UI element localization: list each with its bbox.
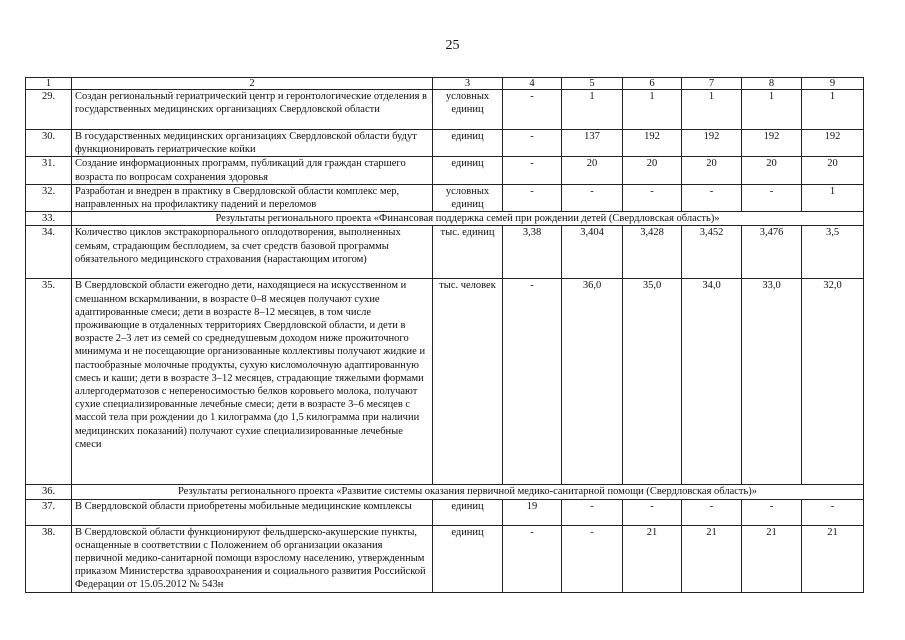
table-row: [26, 157, 864, 184]
table-row: [26, 525, 864, 592]
col-header: 3: [433, 78, 503, 90]
row-number: 30.: [26, 130, 72, 157]
value-cell: 3,38: [503, 226, 562, 279]
value-cell: -: [503, 279, 562, 485]
value-cell: -: [503, 157, 562, 184]
value-cell: 21: [682, 525, 742, 592]
value-cell: -: [623, 499, 682, 525]
value-cell: 192: [802, 130, 864, 157]
value-cell: 21: [742, 525, 802, 592]
row-number: 35.: [26, 279, 72, 485]
col-header: 8: [742, 78, 802, 90]
value-cell: -: [562, 184, 623, 211]
value-cell: 3,5: [802, 226, 864, 279]
value-cell: -: [682, 499, 742, 525]
value-cell: 20: [623, 157, 682, 184]
table-row: [26, 90, 864, 130]
value-cell: -: [562, 499, 623, 525]
unit-cell: единиц: [433, 525, 503, 592]
section-row: [26, 485, 864, 499]
col-header: 2: [72, 78, 433, 90]
unit-cell: единиц: [433, 130, 503, 157]
value-cell: 1: [562, 90, 623, 130]
col-header: 4: [503, 78, 562, 90]
value-cell: 1: [682, 90, 742, 130]
indicator-text: В государственных медицинских организациях Свердловской области будут функционировать гериатрические койки: [72, 130, 433, 157]
value-cell: 3,404: [562, 226, 623, 279]
value-cell: 192: [742, 130, 802, 157]
value-cell: 21: [802, 525, 864, 592]
indicator-text: В Свердловской области ежегодно дети, находящиеся на искусственном и смешанном вскармливании, в возрасте 0–8 месяцев получают сухие адаптированные смеси; дети в возрасте 8–12 месяцев, в том числе проживающие в отдаленных территориях Свердловской области, и дети в возрасте 2–3 лет из семей со среднедушевым доходом ниже прожиточного минимума и не посещающие организованные коллективы получают жидкие и пастообразные молочные продукты, сухую кисломолочную адаптированную смесь и каши; дети в возрасте 3–12 месяцев, страдающие тяжелыми формами аллергодерматозов с непереносимостью белков коровьего молока, получают сухие специализированные лечебные смеси; дети в возрасте 3–6 месяцев с массой тела при рождении до 1 килограмма (до 1,5 килограмма при наличии медицинских показаний) получают сухие специализированные лечебные смеси: [72, 279, 433, 485]
indicator-text: В Свердловской области функционируют фельдшерско-акушерские пункты, оснащенные в соответствии с Положением об организации оказания первичной медико-санитарной помощи взрослому населению, утвержденным приказом Министерства здравоохранения и социального развития Российской Федерации от 15.05.2012 № 543н: [72, 525, 433, 592]
value-cell: 34,0: [682, 279, 742, 485]
indicator-text: Создание информационных программ, публикаций для граждан старшего возраста по вопросам сохранения здоровья: [72, 157, 433, 184]
value-cell: 192: [623, 130, 682, 157]
row-number: 29.: [26, 90, 72, 130]
value-cell: 32,0: [802, 279, 864, 485]
value-cell: 19: [503, 499, 562, 525]
value-cell: -: [623, 184, 682, 211]
col-header: 6: [623, 78, 682, 90]
col-header: 5: [562, 78, 623, 90]
value-cell: 20: [742, 157, 802, 184]
unit-cell: тыс. человек: [433, 279, 503, 485]
row-number: 38.: [26, 525, 72, 592]
value-cell: 36,0: [562, 279, 623, 485]
value-cell: 137: [562, 130, 623, 157]
row-number: 33.: [26, 212, 72, 226]
unit-cell: условных единиц: [433, 90, 503, 130]
value-cell: -: [802, 499, 864, 525]
value-cell: 20: [682, 157, 742, 184]
indicator-text: Количество циклов экстракорпорального оплодотворения, выполненных семьям, страдающим бесплодием, за счет средств базовой программы обязательного медицинского страхования (нарастающим итогом): [72, 226, 433, 279]
value-cell: -: [742, 184, 802, 211]
value-cell: 1: [623, 90, 682, 130]
value-cell: 21: [623, 525, 682, 592]
row-number: 32.: [26, 184, 72, 211]
indicator-text: Создан региональный гериатрический центр и геронтологические отделения в государственных медицинских организациях Свердловской области: [72, 90, 433, 130]
value-cell: 20: [562, 157, 623, 184]
row-number: 37.: [26, 499, 72, 525]
indicators-table: [25, 77, 864, 593]
table-row: [26, 279, 864, 485]
value-cell: 35,0: [623, 279, 682, 485]
table-row: [26, 226, 864, 279]
value-cell: -: [682, 184, 742, 211]
value-cell: -: [503, 130, 562, 157]
table-row: [26, 499, 864, 525]
row-number: 34.: [26, 226, 72, 279]
row-number: 31.: [26, 157, 72, 184]
section-title: Результаты регионального проекта «Финансовая поддержка семей при рождении детей (Свердловская область)»: [72, 212, 864, 226]
table-row: [26, 184, 864, 211]
header-row: [26, 78, 864, 90]
value-cell: -: [742, 499, 802, 525]
col-header: 1: [26, 78, 72, 90]
section-row: [26, 212, 864, 226]
unit-cell: тыс. единиц: [433, 226, 503, 279]
table-row: [26, 130, 864, 157]
page-number: 25: [445, 38, 460, 53]
value-cell: -: [503, 184, 562, 211]
row-number: 36.: [26, 485, 72, 499]
col-header: 7: [682, 78, 742, 90]
value-cell: 1: [802, 184, 864, 211]
value-cell: 1: [742, 90, 802, 130]
indicator-text: В Свердловской области приобретены мобильные медицинские комплексы: [72, 499, 433, 525]
section-title: Результаты регионального проекта «Развитие системы оказания первичной медико-санитарной помощи (Свердловская область)»: [72, 485, 864, 499]
value-cell: -: [562, 525, 623, 592]
col-header: 9: [802, 78, 864, 90]
value-cell: 20: [802, 157, 864, 184]
unit-cell: единиц: [433, 499, 503, 525]
value-cell: -: [503, 90, 562, 130]
value-cell: -: [503, 525, 562, 592]
value-cell: 3,476: [742, 226, 802, 279]
unit-cell: единиц: [433, 157, 503, 184]
indicator-text: Разработан и внедрен в практику в Свердловской области комплекс мер, направленных на профилактику падений и переломов: [72, 184, 433, 211]
value-cell: 192: [682, 130, 742, 157]
value-cell: 1: [802, 90, 864, 130]
value-cell: 3,428: [623, 226, 682, 279]
unit-cell: условных единиц: [433, 184, 503, 211]
value-cell: 3,452: [682, 226, 742, 279]
value-cell: 33,0: [742, 279, 802, 485]
